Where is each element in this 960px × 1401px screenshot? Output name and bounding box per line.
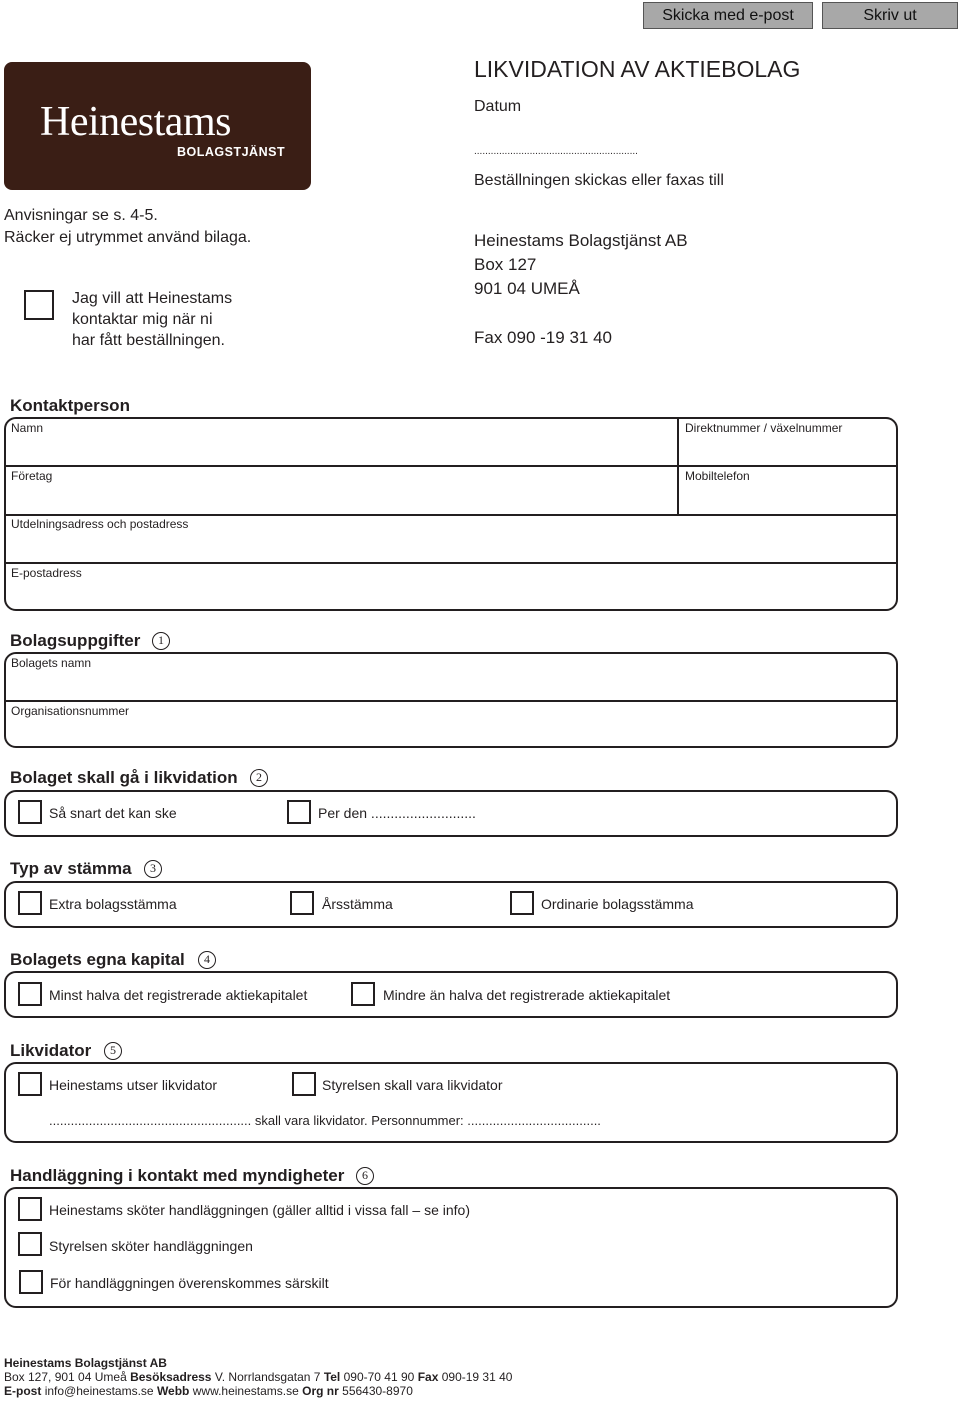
recipient-company: Heinestams Bolagstjänst AB xyxy=(474,231,688,250)
adress-field[interactable]: Utdelningsadress och postadress xyxy=(11,517,189,531)
epost-field[interactable]: E-postadress xyxy=(11,566,82,580)
footer-address: Box 127, 901 04 Umeå xyxy=(4,1370,127,1384)
heinestams-likvidator-label: Heinestams utser likvidator xyxy=(49,1077,218,1093)
divider xyxy=(4,514,898,516)
divider xyxy=(4,562,898,564)
footer-tel-label: Tel xyxy=(323,1370,341,1384)
extra-stamma-checkbox[interactable] xyxy=(18,891,42,915)
minst-halva-label: Minst halva det registrerade aktiekapitalet xyxy=(49,987,308,1003)
divider xyxy=(4,465,898,467)
instructions-line: Räcker ej utrymmet använd bilaga. xyxy=(4,229,252,246)
per-date-checkbox[interactable] xyxy=(287,800,311,824)
section-number: 1 xyxy=(152,632,170,650)
section-number: 2 xyxy=(250,769,268,787)
footer-line3 xyxy=(4,1384,413,1398)
logo-wordmark: Heinestams xyxy=(40,99,231,145)
minst-halva-checkbox[interactable] xyxy=(18,982,42,1006)
mobiltelefon-field[interactable]: Mobiltelefon xyxy=(685,469,750,483)
section-title-handlaggning: Handläggning i kontakt med myndigheter xyxy=(10,1166,345,1185)
datum-field[interactable]: ........................................................... xyxy=(474,146,638,157)
section-title-bolag: Bolagsuppgifter xyxy=(10,631,141,650)
footer-company xyxy=(4,1356,167,1370)
section-title-likvidation: Bolaget skall gå i likvidation xyxy=(10,768,238,787)
section-number: 6 xyxy=(356,1167,374,1185)
arsstamma-checkbox[interactable] xyxy=(290,891,314,915)
datum-label: Datum xyxy=(474,98,522,115)
heinestams-handlaggning-checkbox[interactable] xyxy=(18,1197,42,1221)
footer-email-label: E-post xyxy=(4,1384,42,1398)
company-logo xyxy=(4,62,311,190)
sarskilt-handlaggning-label: För handläggningen överenskommes särskilt xyxy=(50,1275,329,1291)
organisationsnummer-field[interactable]: Organisationsnummer xyxy=(11,704,130,718)
mindre-halva-checkbox[interactable] xyxy=(351,982,375,1006)
likvidator-box xyxy=(4,1062,898,1143)
logo-subtitle: BOLAGSTJÄNST xyxy=(177,145,286,159)
direktnummer-field[interactable]: Direktnummer / växelnummer xyxy=(685,421,843,435)
styrelsen-handlaggning-checkbox[interactable] xyxy=(18,1232,42,1256)
mindre-halva-label: Mindre än halva det registrerade aktiekapitalet xyxy=(383,987,671,1003)
page-title: LIKVIDATION AV AKTIEBOLAG xyxy=(474,56,801,82)
footer-visit: V. Norrlandsgatan 7 xyxy=(214,1370,321,1384)
recipient-city: 901 04 UMEÅ xyxy=(474,279,580,298)
contact-me-line: kontaktar mig när ni xyxy=(72,311,213,328)
styrelsen-likvidator-checkbox[interactable] xyxy=(292,1072,316,1096)
ordinarie-stamma-label: Ordinarie bolagsstämma xyxy=(541,896,694,912)
footer-fax: 090-19 31 40 xyxy=(441,1370,513,1384)
extra-stamma-label: Extra bolagsstämma xyxy=(49,896,177,912)
arsstamma-label: Årsstämma xyxy=(322,896,393,912)
footer-web[interactable]: www.heinestams.se xyxy=(192,1384,299,1398)
section-title-likvidator: Likvidator xyxy=(10,1041,92,1060)
footer-web-label: Webb xyxy=(156,1384,190,1398)
section-title-kapital: Bolagets egna kapital xyxy=(10,950,185,969)
instructions-line: Anvisningar se s. 4-5. xyxy=(4,207,158,224)
styrelsen-handlaggning-label: Styrelsen sköter handläggningen xyxy=(49,1238,253,1254)
section-title-stamma: Typ av stämma xyxy=(10,859,132,878)
bolagets-namn-field[interactable]: Bolagets namn xyxy=(11,656,92,670)
styrelsen-likvidator-label: Styrelsen skall vara likvidator xyxy=(322,1077,503,1093)
print-button[interactable]: Skriv ut xyxy=(822,2,958,29)
recipient-address xyxy=(474,229,688,301)
ordinarie-stamma-checkbox[interactable] xyxy=(510,891,534,915)
divider xyxy=(4,700,898,702)
contact-me-label xyxy=(72,288,232,351)
instructions-text xyxy=(4,205,251,249)
footer-tel: 090-70 41 90 xyxy=(343,1370,415,1384)
namn-field[interactable]: Namn xyxy=(11,421,44,435)
recipient-fax: Fax 090 -19 31 40 xyxy=(474,328,612,347)
contact-me-line: har fått beställningen. xyxy=(72,332,225,349)
heinestams-handlaggning-label: Heinestams sköter handläggningen (gäller alltid i vissa fall – se info) xyxy=(49,1202,470,1218)
footer-company-name: Heinestams Bolagstjänst AB xyxy=(4,1356,167,1370)
heinestams-likvidator-checkbox[interactable] xyxy=(18,1072,42,1096)
section-number: 5 xyxy=(104,1042,122,1060)
asap-checkbox[interactable] xyxy=(18,800,42,824)
contact-me-line: Jag vill att Heinestams xyxy=(72,290,233,307)
divider xyxy=(677,417,679,515)
send-instruction: Beställningen skickas eller faxas till xyxy=(474,172,724,189)
footer-org: 556430-8970 xyxy=(342,1384,413,1398)
footer-org-label: Org nr xyxy=(302,1384,339,1398)
section-number: 4 xyxy=(198,951,216,969)
footer-email[interactable]: info@heinestams.se xyxy=(44,1384,154,1398)
foretag-field[interactable]: Företag xyxy=(11,469,53,483)
section-number: 3 xyxy=(144,860,162,878)
section-title-kontakt: Kontaktperson xyxy=(10,396,130,415)
contact-me-checkbox[interactable] xyxy=(24,290,54,320)
footer-visit-label: Besöksadress xyxy=(130,1370,212,1384)
likvidator-person-field[interactable]: ........................................................ skall vara likvidator. Personnummer: ..................................... xyxy=(49,1113,601,1128)
sarskilt-handlaggning-checkbox[interactable] xyxy=(19,1270,43,1294)
per-date-label: Per den ........................... xyxy=(318,805,476,821)
asap-label: Så snart det kan ske xyxy=(49,805,177,821)
footer-line2 xyxy=(4,1370,512,1384)
recipient-box: Box 127 xyxy=(474,255,537,274)
footer-fax-label: Fax xyxy=(417,1370,439,1384)
send-email-button[interactable]: Skicka med e-post xyxy=(643,2,813,29)
